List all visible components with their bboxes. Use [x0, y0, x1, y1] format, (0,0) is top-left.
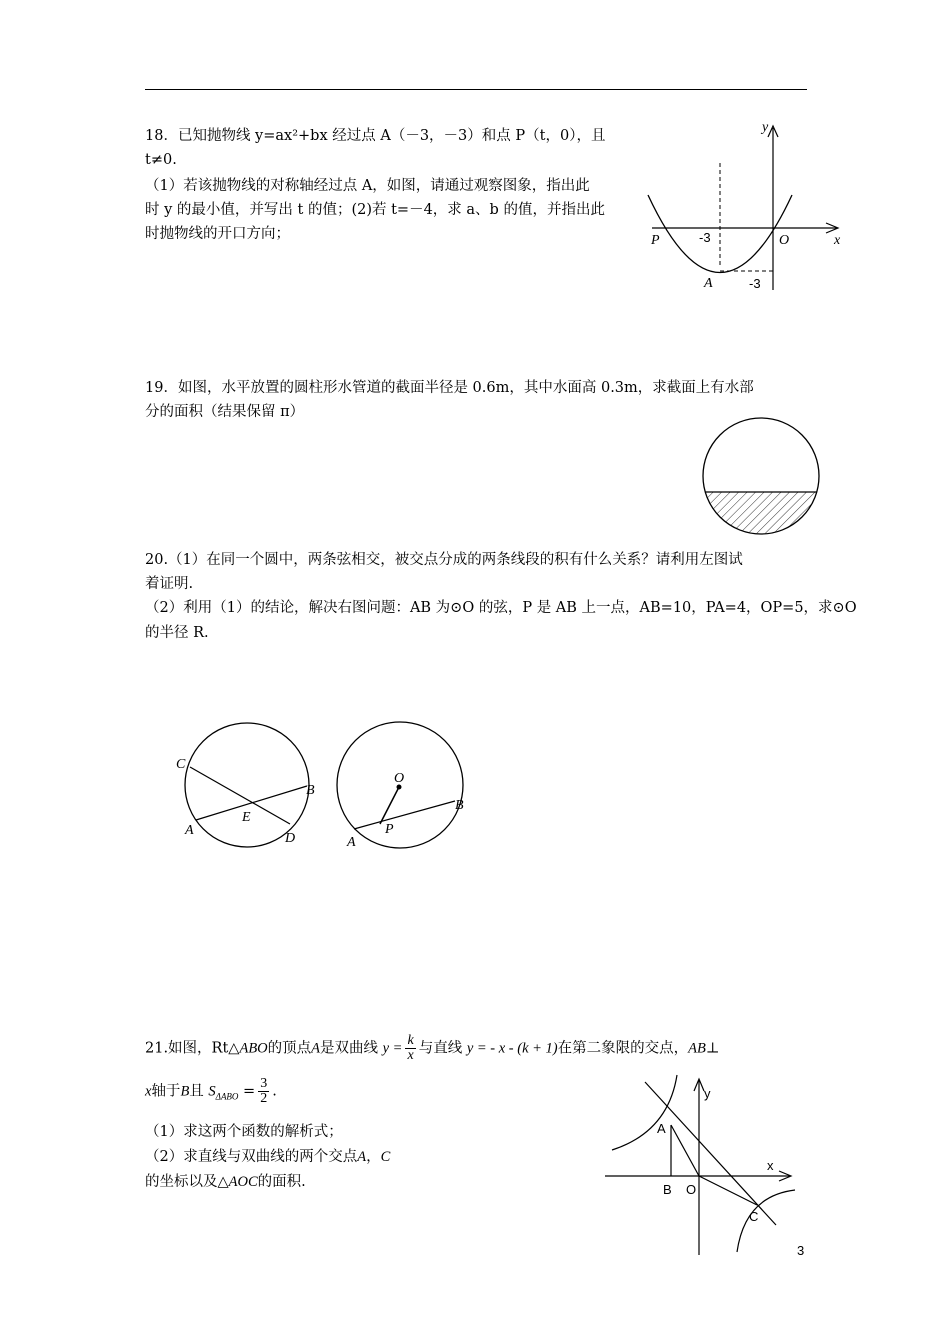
fig21-c-label: C	[749, 1209, 759, 1224]
q20-line-3: （2）利用（1）的结论，解决右图问题：AB 为⊙O 的弦，P 是 AB 上一点，AB=10，PA=4，OP=5，求⊙O	[145, 600, 857, 616]
q20-line-2: 着证明.	[145, 576, 194, 592]
q21-l1-e: 是双曲线	[320, 1040, 379, 1057]
q21-l1-h: y = - x - (k + 1)	[466, 1040, 558, 1057]
header-rule	[145, 89, 807, 90]
fig20r-p-label: P	[385, 822, 394, 837]
q21-l2-a: x	[145, 1083, 152, 1100]
q21-l2-sub: ΔABO	[215, 1091, 239, 1102]
q21-l2-b: 轴于	[151, 1083, 181, 1100]
q21-l1-i: 在第二象限的交点，	[557, 1040, 689, 1057]
q20-line-1: 20.（1）在同一个圆中，两条弦相交，被交点分成的两条线段的积有什么关系？请利用左图试	[145, 552, 743, 568]
q21-l1-j: AB	[688, 1040, 706, 1057]
fraction-3-over-2	[258, 1077, 269, 1106]
q21-l1-f: y =	[382, 1040, 403, 1057]
q20-right-figure	[330, 720, 480, 852]
fig20r-o-label: O	[394, 771, 405, 786]
fig21-b-label: B	[663, 1182, 672, 1197]
q21-l1-k: ⊥	[705, 1040, 720, 1057]
q21-part-3	[145, 1171, 306, 1195]
q18-line-5: 时抛物线的开口方向；	[145, 226, 290, 242]
segment-oc	[699, 1176, 757, 1205]
fig20l-e-label: E	[242, 810, 251, 825]
left-circle	[185, 723, 309, 847]
q21-part-1: （1）求这两个函数的解析式；	[145, 1124, 343, 1140]
line-ac	[645, 1082, 776, 1225]
q21-hyperbola-figure	[598, 1068, 808, 1258]
q19-line-2: 分的面积（结果保留 π）	[145, 404, 305, 420]
q21-l1-g: 与直线	[418, 1040, 463, 1057]
q21-l1-a: 21.如图，Rt△	[145, 1040, 240, 1057]
q21-p3-a: 的坐标以及△	[145, 1174, 229, 1190]
q21-l2-d: 且	[189, 1083, 204, 1100]
fig21-o-label: O	[686, 1182, 697, 1197]
q18-line-3: （1）若该抛物线的对称轴经过点 A，如图，请通过观察图象，指出此	[145, 178, 590, 194]
water-region	[705, 492, 816, 533]
q18-line-1: 18．已知抛物线 y=ax²+bx 经过点 A（－3，－3）和点 P（t，0），且	[145, 128, 606, 144]
fraction-k-over-x	[405, 1034, 415, 1063]
q21-p2-c: ，	[366, 1149, 381, 1165]
q19-pipe-figure	[700, 418, 825, 538]
fig20l-d-label: D	[285, 831, 296, 846]
fig18-a-label: A	[704, 276, 713, 291]
q21-p3-b: AOC	[228, 1174, 258, 1190]
fig18-o-label: O	[779, 233, 790, 248]
q21-l2-e: S	[208, 1083, 216, 1100]
fig18-y-label: y	[762, 120, 769, 135]
q21-l2-f: =	[243, 1083, 256, 1100]
chord-ab-right	[354, 801, 455, 829]
q21-l1-d: A	[311, 1040, 321, 1057]
fig20l-b-label: B	[306, 783, 315, 798]
q21-l1-b: ABO	[239, 1040, 268, 1057]
frac2-num: 3	[260, 1076, 268, 1091]
hyperbola-branch-2nd	[612, 1075, 677, 1150]
q21-l1-c: 的顶点	[267, 1040, 312, 1057]
q21-p2-b: A	[357, 1149, 367, 1165]
fig20r-a-label: A	[347, 835, 356, 850]
fig18-minus3-x: -3	[699, 230, 711, 245]
segment-op	[380, 787, 399, 824]
q20-line-4: 的半径 R.	[145, 625, 209, 641]
chord-ab	[196, 786, 307, 820]
fig21-a-label: A	[657, 1121, 666, 1136]
fig21-x-label: x	[767, 1158, 774, 1173]
q19-line-1: 19．如图，水平放置的圆柱形水管道的截面半径是 0.6m，其中水面高 0.3m，求截面上有水部	[145, 380, 754, 396]
q21-part-2	[145, 1146, 390, 1170]
fig20l-a-label: A	[185, 823, 194, 838]
q21-line-2	[145, 1077, 277, 1110]
q21-l2-c: B	[180, 1083, 190, 1100]
fig20r-b-label: B	[455, 798, 464, 813]
page-number: 3	[797, 1243, 805, 1258]
segment-ao	[671, 1125, 699, 1176]
fig18-x-label: x	[834, 233, 841, 248]
frac2-den: 2	[260, 1091, 268, 1106]
frac1-den: x	[407, 1048, 414, 1063]
q21-l2-g: .	[272, 1083, 277, 1100]
q21-p2-a: （2）求直线与双曲线的两个交点	[145, 1149, 358, 1165]
fig18-minus3-y: -3	[749, 276, 761, 291]
q20-left-figure	[170, 720, 330, 850]
q18-line-4: 时 y 的最小值，并写出 t 的值；(2)若 t=－4，求 a、b 的值，并指出此	[145, 202, 605, 218]
q21-line-1	[145, 1034, 720, 1063]
fig18-p-label: P	[651, 233, 660, 248]
q18-line-2: t≠0.	[145, 152, 177, 168]
q21-p2-d: C	[380, 1149, 391, 1165]
q21-p3-c: 的面积.	[257, 1174, 306, 1190]
fig20l-c-label: C	[176, 757, 186, 772]
fig21-y-label: y	[704, 1086, 711, 1101]
frac1-num: k	[407, 1033, 414, 1048]
q18-parabola-figure	[640, 112, 850, 297]
